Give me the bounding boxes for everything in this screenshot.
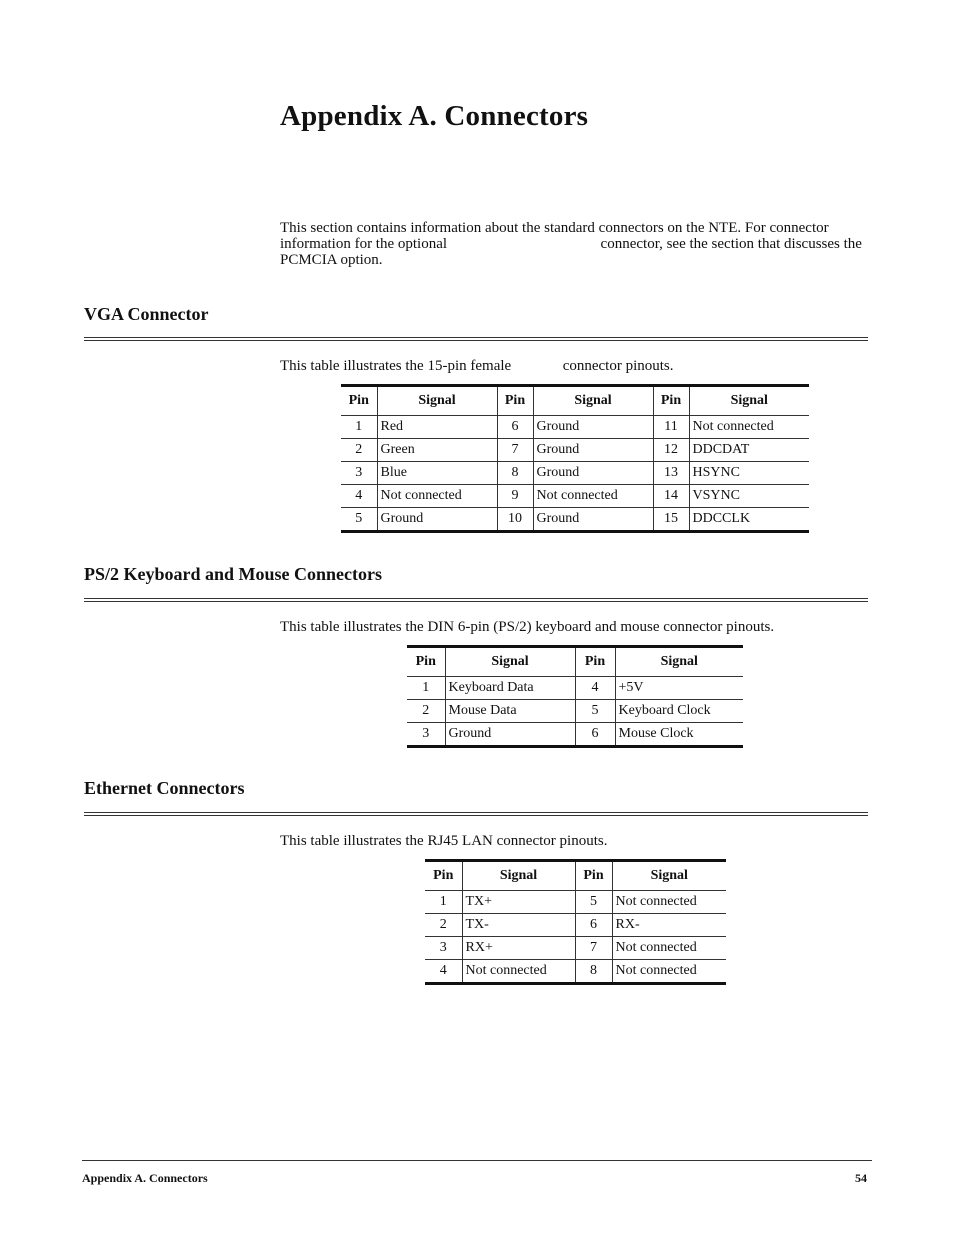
- signal-cell: Ground: [533, 508, 653, 532]
- vga-caption-part1: This table illustrates the 15-pin female: [280, 358, 512, 374]
- column-header: Pin: [653, 386, 689, 416]
- ethernet-pinout-table: [425, 859, 726, 985]
- signal-cell: Mouse Data: [445, 700, 575, 723]
- table-header-row: [341, 386, 809, 416]
- pin-cell: 4: [439, 963, 447, 978]
- signal-cell: DDCDAT: [689, 439, 809, 462]
- column-header: Pin: [575, 647, 615, 677]
- signal-cell: Not connected: [612, 891, 726, 914]
- ethernet-section-heading: Ethernet Connectors: [84, 778, 245, 798]
- pin-cell: 7: [497, 439, 533, 462]
- pin-cell: 10: [497, 508, 533, 532]
- ps2-section-heading: PS/2 Keyboard and Mouse Connectors: [84, 564, 383, 584]
- column-header: Pin: [497, 386, 533, 416]
- footer-chapter-title: Appendix A. Connectors: [82, 1171, 208, 1185]
- pin-cell: 3: [422, 726, 430, 741]
- ethernet-table-caption: This table illustrates the RJ45 LAN connector pinouts.: [280, 833, 608, 849]
- pin-cell: 11: [653, 416, 689, 439]
- table-row: [425, 960, 726, 984]
- signal-cell: Not connected: [462, 960, 575, 984]
- signal-cell: +5V: [615, 677, 743, 700]
- vga-section-heading: VGA Connector: [84, 304, 209, 324]
- column-header: Signal: [462, 861, 575, 891]
- intro-paragraph: [280, 220, 870, 268]
- signal-cell: Ground: [533, 416, 653, 439]
- pin-cell: 1: [407, 677, 445, 700]
- pin-cell: 2: [425, 914, 462, 937]
- signal-cell: Ground: [533, 462, 653, 485]
- table-row: [425, 937, 726, 960]
- page-title: Appendix A. Connectors: [280, 100, 589, 132]
- pin-cell: 6: [497, 416, 533, 439]
- table-row: [341, 462, 809, 485]
- pin-cell: 6: [575, 914, 612, 937]
- vga-section-rule: [84, 337, 868, 341]
- column-header: Signal: [533, 386, 653, 416]
- table-row: [425, 891, 726, 914]
- signal-cell: Keyboard Clock: [615, 700, 743, 723]
- column-header: Pin: [425, 861, 462, 891]
- signal-cell: Not connected: [689, 416, 809, 439]
- signal-cell: HSYNC: [689, 462, 809, 485]
- table-header-row: [425, 861, 726, 891]
- ps2-pinout-table: [407, 645, 743, 748]
- table-row: [341, 508, 809, 532]
- footer-rule: [82, 1160, 872, 1161]
- ethernet-section-rule: [84, 812, 868, 816]
- table-row: [425, 914, 726, 937]
- ps2-section-rule: [84, 598, 868, 602]
- pin-cell: 5: [575, 891, 612, 914]
- signal-cell: Not connected: [377, 485, 497, 508]
- table-row: [341, 416, 809, 439]
- table-row: [341, 439, 809, 462]
- signal-cell: Keyboard Data: [445, 677, 575, 700]
- pin-cell: 2: [341, 439, 377, 462]
- pin-cell: 8: [575, 960, 612, 984]
- pin-cell: 15: [653, 508, 689, 532]
- vga-pinout-table: [341, 384, 809, 533]
- ps2-table-caption: This table illustrates the DIN 6-pin (PS/2) keyboard and mouse connector pinouts.: [280, 619, 775, 635]
- pin-cell: 12: [653, 439, 689, 462]
- pin-cell: 1: [341, 416, 377, 439]
- vga-table-caption: [280, 358, 674, 375]
- pin-cell: 2: [407, 700, 445, 723]
- signal-cell: Blue: [377, 462, 497, 485]
- column-header: Signal: [445, 647, 575, 677]
- table-row: [407, 723, 743, 747]
- signal-cell: Not connected: [612, 937, 726, 960]
- table-row: [407, 700, 743, 723]
- table-row: [407, 677, 743, 700]
- signal-cell: Not connected: [533, 485, 653, 508]
- intro-text-part2: connector, see the section that discusses the PCMCIA option.: [280, 236, 862, 268]
- signal-cell: Not connected: [612, 960, 726, 984]
- pin-cell: 14: [653, 485, 689, 508]
- pin-cell: 3: [425, 937, 462, 960]
- column-header: Pin: [341, 386, 377, 416]
- pin-cell: 6: [575, 723, 615, 747]
- pin-cell: 8: [497, 462, 533, 485]
- footer-page-number: 54: [855, 1171, 867, 1185]
- column-header: Signal: [689, 386, 809, 416]
- signal-cell: Ground: [533, 439, 653, 462]
- pin-cell: 5: [355, 511, 363, 526]
- signal-cell: Ground: [445, 723, 575, 747]
- pin-cell: 13: [653, 462, 689, 485]
- signal-cell: TX+: [462, 891, 575, 914]
- signal-cell: Red: [377, 416, 497, 439]
- signal-cell: Green: [377, 439, 497, 462]
- pin-cell: 3: [341, 462, 377, 485]
- column-header: Signal: [612, 861, 726, 891]
- column-header: Signal: [615, 647, 743, 677]
- pin-cell: 9: [497, 485, 533, 508]
- pin-cell: 7: [575, 937, 612, 960]
- signal-cell: VSYNC: [689, 485, 809, 508]
- intro-text-part1: This section contains information about the standard connectors on the NTE. For connector information for the optional: [280, 220, 829, 252]
- pin-cell: 1: [425, 891, 462, 914]
- pin-cell: 4: [341, 485, 377, 508]
- signal-cell: Mouse Clock: [615, 723, 743, 747]
- signal-cell: TX-: [462, 914, 575, 937]
- pin-cell: 4: [575, 677, 615, 700]
- vga-caption-part2: connector pinouts.: [562, 358, 674, 374]
- pin-cell: 5: [575, 700, 615, 723]
- column-header: Signal: [377, 386, 497, 416]
- signal-cell: RX+: [462, 937, 575, 960]
- table-row: [341, 485, 809, 508]
- signal-cell: DDCCLK: [689, 508, 809, 532]
- column-header: Pin: [575, 861, 612, 891]
- column-header: Pin: [407, 647, 445, 677]
- table-header-row: [407, 647, 743, 677]
- signal-cell: RX-: [612, 914, 726, 937]
- signal-cell: Ground: [377, 508, 497, 532]
